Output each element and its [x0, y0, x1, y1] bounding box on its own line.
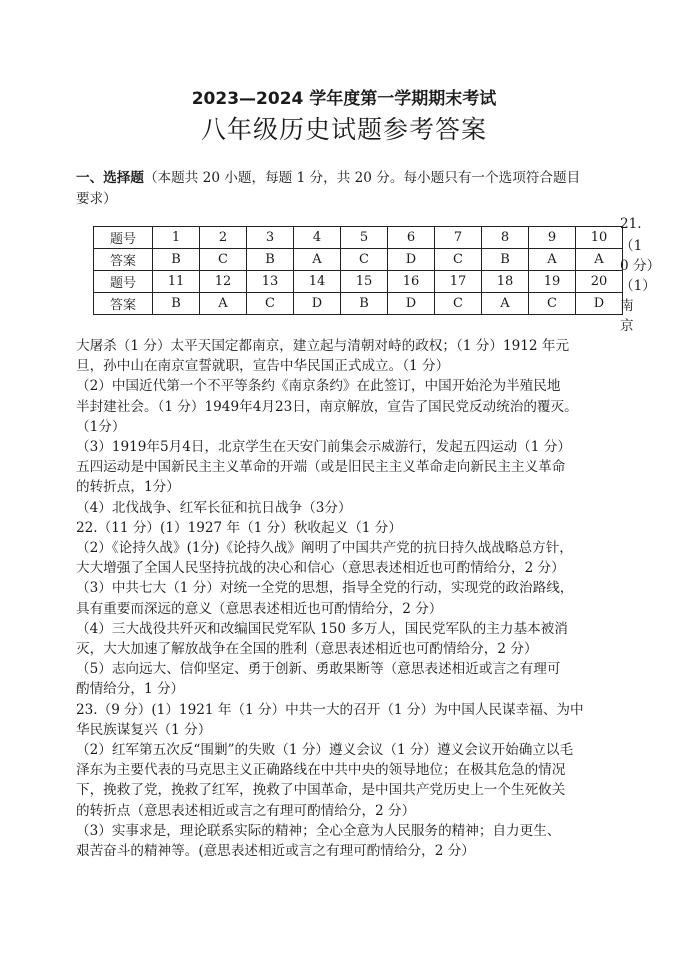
- answer-cell: C: [247, 293, 294, 315]
- question-number-cell: 11: [153, 271, 200, 293]
- question-number-cell: 20: [576, 271, 623, 293]
- question-number-cell: 3: [247, 227, 294, 249]
- question-number-cell: 6: [388, 227, 435, 249]
- question-number-cell: 12: [200, 271, 247, 293]
- question-number-cell: 8: [482, 227, 529, 249]
- answer-cell: B: [153, 293, 200, 315]
- row-label-question: 题号: [94, 227, 153, 249]
- answer-line: （3）中共七大（1 分）对统一全党的思想，指导全党的行动，实现党的政治路线，: [76, 580, 574, 597]
- answer-line: 的转折点，1分）: [76, 479, 180, 496]
- answer-line: 下，挽救了党，挽救了红军，挽救了中国革命，是中国共产党历史上一个生死攸关: [76, 782, 566, 799]
- question-number-cell: 5: [341, 227, 388, 249]
- side-text-fragment: 南: [620, 298, 634, 314]
- answer-line: （3）1919年5月4日，北京学生在天安门前集会示威游行，发起五四运动（1 分）: [76, 439, 571, 455]
- answer-cell: A: [482, 293, 529, 315]
- question-number-cell: 7: [435, 227, 482, 249]
- answer-line: 大大增强了全国人民坚持抗战的决心和信心（意思表述相近也可酌情给分，2 分）: [76, 560, 565, 577]
- answer-cell: A: [529, 249, 576, 271]
- answer-cell: B: [153, 249, 200, 271]
- row-label-question: 题号: [94, 271, 153, 293]
- answer-line: 灭，大大加速了解放战争在全国的胜利（意思表述相近也可酌情给分，2 分）: [76, 641, 538, 657]
- side-text-fragment: 0 分）: [620, 258, 661, 274]
- section-1-desc-cont: 要求）: [76, 191, 117, 207]
- answer-cell: C: [200, 249, 247, 271]
- answer-cell: A: [294, 249, 341, 271]
- answer-cell: D: [576, 293, 623, 315]
- exam-subtitle: 八年级历史试题参考答案: [200, 115, 487, 144]
- answer-cell: B: [482, 249, 529, 271]
- question-number-cell: 16: [388, 271, 435, 293]
- question-number-cell: 14: [294, 271, 341, 293]
- section-1-heading: 一、选择题: [76, 170, 144, 186]
- answer-line: 的转折点（意思表述相近或言之有理可酌情给分，2 分）: [76, 802, 416, 819]
- answer-line: 五四运动是中国新民主主义革命的开端（或是旧民主主义革命走向新民主主义革命: [76, 459, 566, 476]
- question-number-cell: 9: [529, 227, 576, 249]
- answer-line: 泽东为主要代表的马克思主义正确路线在中共中央的领导地位；在极其危急的情况: [76, 762, 566, 779]
- row-label-answer: 答案: [94, 293, 153, 315]
- side-text-fragment: 21.: [620, 216, 642, 232]
- question-number-cell: 1: [153, 227, 200, 249]
- question-number-cell: 2: [200, 227, 247, 249]
- answer-row: [94, 249, 623, 271]
- answer-line: （1分）: [76, 418, 126, 435]
- answer-cell: C: [435, 293, 482, 315]
- answer-line: 具有重要而深远的意义（意思表述相近也可酌情给分，2 分）: [76, 600, 443, 617]
- answer-line: （2）《论持久战》(1分)《论持久战》阐明了中国共产党的抗日持久战战略总方针，: [76, 540, 573, 556]
- row-label-answer: 答案: [94, 249, 153, 271]
- answer-line: （4）三大战役共歼灭和改编国民党军队 150 多万人，国民党军队的主力基本被消: [76, 620, 568, 637]
- exam-title: 2023—2024 学年度第一学期期末考试: [191, 89, 497, 109]
- answer-cell: D: [294, 293, 341, 315]
- answer-line: 酌情给分，1 分）: [76, 681, 185, 698]
- question-number-cell: 10: [576, 227, 623, 249]
- answer-line: 22.（11 分）(1）1927 年（1 分）秋收起义（1 分）: [76, 519, 402, 536]
- answer-line: 华民族谋复兴（1 分）: [76, 721, 212, 738]
- answer-line: （3）实事求是，理论联系实际的精神；全心全意为人民服务的精神；自力更生、: [76, 822, 561, 839]
- question-number-row: [94, 227, 623, 249]
- answer-cell: D: [388, 293, 435, 315]
- answer-line: 大屠杀（1 分）太平天国定都南京，建立起与清朝对峙的政权；（1 分）1912 年元: [76, 338, 570, 354]
- answer-cell: A: [200, 293, 247, 315]
- answer-cell: C: [341, 249, 388, 271]
- section-1-heading-line: [76, 168, 580, 188]
- question-number-row: [94, 271, 623, 293]
- answer-cell: C: [529, 293, 576, 315]
- section-1-desc: （本题共 20 小题，每题 1 分，共 20 分。每小题只有一个选项符合题目: [143, 170, 581, 186]
- question-number-cell: 15: [341, 271, 388, 293]
- question-number-cell: 19: [529, 271, 576, 293]
- answer-cell: B: [341, 293, 388, 315]
- answer-table: [93, 226, 623, 315]
- question-number-cell: 4: [294, 227, 341, 249]
- side-text-fragment: （1）: [620, 278, 656, 294]
- answer-line: （5）志向远大、信仰坚定、勇于创新、勇敢果断等（意思表述相近或言之有理可: [76, 661, 561, 678]
- answer-cell: C: [435, 249, 482, 271]
- answer-line: 23.（9 分）(1）1921 年（1 分）中共一大的召开（1 分）为中国人民谋幸福、为中: [76, 701, 584, 718]
- question-number-cell: 17: [435, 271, 482, 293]
- question-number-cell: 13: [247, 271, 294, 293]
- question-number-cell: 18: [482, 271, 529, 293]
- side-text-fragment: （1: [620, 238, 643, 254]
- answer-line: 艰苦奋斗的精神等。(意思表述相近或言之有理可酌情给分，2 分）: [76, 843, 475, 859]
- answer-cell: D: [388, 249, 435, 271]
- answer-line: （4）北伐战争、红军长征和抗日战争（3分）: [76, 499, 352, 516]
- side-text-fragment: 京: [620, 318, 634, 334]
- answer-line: （2）中国近代第一个不平等条约《南京条约》在此签订，中国开始沦为半殖民地: [76, 378, 561, 395]
- answer-cell: A: [576, 249, 623, 271]
- answer-line: （2）红军第五次反“围剿”的失败（1 分）遵义会议（1 分）遵义会议开始确立以毛: [76, 742, 574, 758]
- answer-cell: B: [247, 249, 294, 271]
- answer-line: 旦，孙中山在南京宣誓就职，宣告中华民国正式成立。（1 分）: [76, 358, 450, 375]
- answer-row: [94, 293, 623, 315]
- answer-line: 半封建社会。（1 分）1949年4月23日，南京解放，宣告了国民党反动统治的覆灭。: [76, 398, 578, 415]
